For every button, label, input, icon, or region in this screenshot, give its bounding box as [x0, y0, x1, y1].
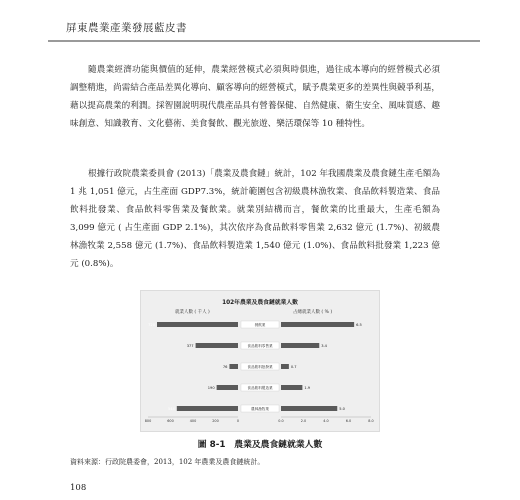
- body-paragraph-1: 隨農業經濟功能與價值的延伸，農業經營模式必須與時俱進，過往成本導向的經營模式必須調整精進，尚需結合產品差異化導向、顧客導向的經營模式，賦予農業更多的差異性與競爭利基，藉以提高農業的利潤。採智園說明現代農產品具有營養保健、自然健康、衛生安全、風味質感、趣味創意、知識教育、文化藝術、美食餐飲、觀光旅遊、樂活環保等 10 種特性。: [70, 65, 440, 129]
- share-value-label: 1.9: [304, 386, 311, 390]
- right-axis-tick-label: 8.0: [368, 419, 374, 423]
- share-bar: [281, 343, 319, 348]
- left-axis-label: 就業人數 ( 千人 ): [175, 310, 210, 315]
- right-axis-tick-label: 6.0: [345, 419, 352, 423]
- left-axis-tick-label: 600: [167, 419, 174, 423]
- employment-bar: [217, 385, 238, 390]
- employment-value-label: 76: [222, 365, 228, 369]
- employment-value-label: 190: [207, 386, 215, 390]
- left-axis-tick-label: 0: [236, 419, 240, 423]
- employment-value-label: 377: [186, 344, 194, 348]
- left-axis-tick-label: 200: [212, 419, 219, 423]
- employment-value-label: 720: [148, 323, 155, 327]
- share-bar: [281, 322, 354, 327]
- employment-bar: [229, 364, 238, 369]
- category-label: 農林漁牧業: [251, 407, 269, 411]
- source-note: 資料來源：行政院農委會，2013，102 年農業及農食鏈統計。: [70, 458, 265, 466]
- employment-bar: [157, 322, 238, 327]
- category-label: 食品飲料製造業: [247, 386, 273, 390]
- left-axis-tick-label: 400: [189, 419, 197, 423]
- body-paragraph-2: 根據行政院農業委員會 (2013)「農業及農食鏈」統計，102 年我國農業及農食鏈生產毛額為 1 兆 1,051 億元，占生產面 GDP7.3%，統計範圍包含初級農林漁牧業、食品飲料製造業、食品飲料批發業、食品飲料零售業及餐飲業。就業別結構而言，餐飲業的比重最大，生產毛額為 3,099 億元 ( 占生產面 GDP 2.1%)，其次依序為食品飲料零售業 2,632 億元 (1.7%)、初級農林漁牧業 2,558 億元 (1.7%)、食品飲料製造業 1,540 億元 (1.0%)、食品飲料批發業 1,223 億元 (0.8%)。: [70, 169, 440, 269]
- share-bar: [281, 364, 289, 369]
- page-number: 108: [70, 483, 87, 493]
- category-label: 食品飲料零售業: [247, 344, 273, 348]
- left-axis-tick-label: 800: [144, 419, 152, 423]
- category-label: 餐飲業: [254, 323, 266, 327]
- chart-plot-area: [141, 291, 379, 431]
- right-axis-tick-label: 0.0: [278, 419, 284, 423]
- share-bar: [281, 385, 302, 390]
- share-value-label: 0.7: [290, 365, 297, 369]
- share-bar: [281, 406, 337, 411]
- employment-bar: [177, 406, 238, 411]
- chart-title: 102年農業及農食鏈就業人數: [222, 300, 298, 306]
- employment-bar: [196, 343, 238, 348]
- right-axis-tick-label: 2.0: [300, 419, 307, 423]
- figure-caption: 圖 8-1 農業及農食鏈就業人數: [197, 440, 323, 450]
- right-axis-label: 占總就業人數 ( % ): [293, 310, 333, 315]
- running-header-title: 屏東農業產業發展藍皮書: [66, 22, 187, 34]
- chart-figure: [140, 290, 380, 432]
- header-rule: [48, 40, 480, 42]
- category-label: 食品飲料批發業: [247, 365, 273, 369]
- employment-value-label: 544: [167, 407, 175, 411]
- share-value-label: 5.0: [339, 407, 345, 411]
- share-value-label: 6.5: [356, 323, 362, 327]
- share-value-label: 3.4: [321, 344, 327, 348]
- right-axis-tick-label: 4.0: [323, 419, 329, 423]
